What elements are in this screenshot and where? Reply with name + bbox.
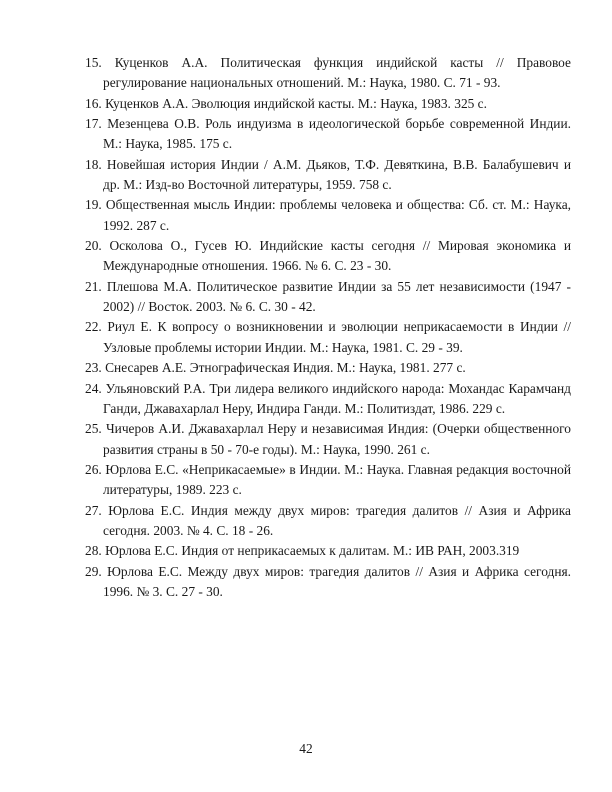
reference-item xyxy=(85,155,571,196)
reference-item xyxy=(85,94,571,114)
reference-item xyxy=(85,501,571,542)
reference-text: Куценков А.А. Политическая функция индийской касты // Правовое регулирование национальных отношений. М.: Наука, 1980. С. 71 - 93. xyxy=(103,55,571,91)
reference-number: 23. xyxy=(85,360,102,376)
reference-item xyxy=(85,114,571,155)
reference-item xyxy=(85,236,571,277)
reference-item xyxy=(85,562,571,603)
reference-number: 28. xyxy=(85,543,102,559)
reference-number: 19. xyxy=(85,197,102,213)
reference-item xyxy=(85,195,571,236)
reference-text: Новейшая история Индии / А.М. Дьяков, Т.Ф. Девяткина, В.В. Балабушевич и др. М.: Изд-во Восточной литературы, 1959. 758 с. xyxy=(103,156,571,193)
reference-item xyxy=(85,277,571,318)
reference-item xyxy=(85,53,571,94)
reference-text: Куценков А.А. Эволюция индийской касты. М.: Наука, 1983. 325 с. xyxy=(105,95,487,111)
reference-number: 22. xyxy=(85,319,102,335)
reference-item xyxy=(85,317,571,358)
reference-number: 29. xyxy=(85,563,102,579)
reference-item xyxy=(85,460,571,501)
reference-text: Осколова О., Гусев Ю. Индийские касты сегодня // Мировая экономика и Международные отношения. 1966. № 6. С. 23 - 30. xyxy=(103,238,571,274)
reference-list xyxy=(85,53,571,602)
reference-text: Общественная мысль Индии: проблемы человека и общества: Сб. ст. М.: Наука, 1992. 287 с. xyxy=(103,197,571,233)
reference-number: 17. xyxy=(85,116,102,132)
reference-number: 26. xyxy=(85,461,102,477)
reference-text: Чичеров А.И. Джавахарлал Неру и независимая Индия: (Очерки общественного развития страны в 50 - 70-е годы). М.: Наука, 1990. 261 с. xyxy=(103,421,571,457)
reference-number: 20. xyxy=(85,238,102,254)
reference-number: 24. xyxy=(85,380,102,396)
reference-number: 15. xyxy=(85,55,102,70)
reference-item xyxy=(85,379,571,420)
reference-text: Мезенцева О.В. Роль индуизма в идеологической борьбе современной Индии. М.: Наука, 1985. 175 с. xyxy=(103,116,571,152)
reference-item xyxy=(85,419,571,460)
reference-text: Юрлова Е.С. Индия от неприкасаемых к далитам. М.: ИВ РАН, 2003.319 xyxy=(105,543,520,559)
reference-text: Риул Е. К вопросу о возникновении и эволюции неприкасаемости в Индии // Узловые проблемы истории Индии. М.: Наука, 1981. С. 29 - 39. xyxy=(103,319,571,355)
reference-text: Ульяновский Р.А. Три лидера великого индийского народа: Мохандас Карамчанд Ганди, Джавахарлал Неру, Индира Ганди. М.: Политиздат, 1986. 229 с. xyxy=(103,380,571,416)
reference-text: Юрлова Е.С. Между двух миров: трагедия далитов // Азия и Африка сегодня. 1996. № 3. С. 27 - 30. xyxy=(103,563,571,599)
reference-item xyxy=(85,541,571,561)
page-number: 42 xyxy=(299,741,313,756)
reference-number: 27. xyxy=(85,502,102,518)
reference-text: Юрлова Е.С. «Неприкасаемые» в Индии. М.: Наука. Главная редакция восточной литературы, 1989. 223 с. xyxy=(103,461,571,498)
reference-text: Юрлова Е.С. Индия между двух миров: трагедия далитов // Азия и Африка сегодня. 2003. № 4. С. 18 - 26. xyxy=(103,502,571,538)
reference-text: Плешова М.А. Политическое развитие Индии за 55 лет независимости (1947 - 2002) // Восток. 2003. № 6. С. 30 - 42. xyxy=(103,278,571,315)
reference-number: 21. xyxy=(85,278,102,294)
reference-number: 25. xyxy=(85,421,102,437)
reference-item xyxy=(85,358,571,378)
reference-number: 18. xyxy=(85,156,102,172)
reference-text: Снесарев А.Е. Этнографическая Индия. М.: Наука, 1981. 277 с. xyxy=(105,360,466,376)
reference-number: 16. xyxy=(85,95,102,111)
